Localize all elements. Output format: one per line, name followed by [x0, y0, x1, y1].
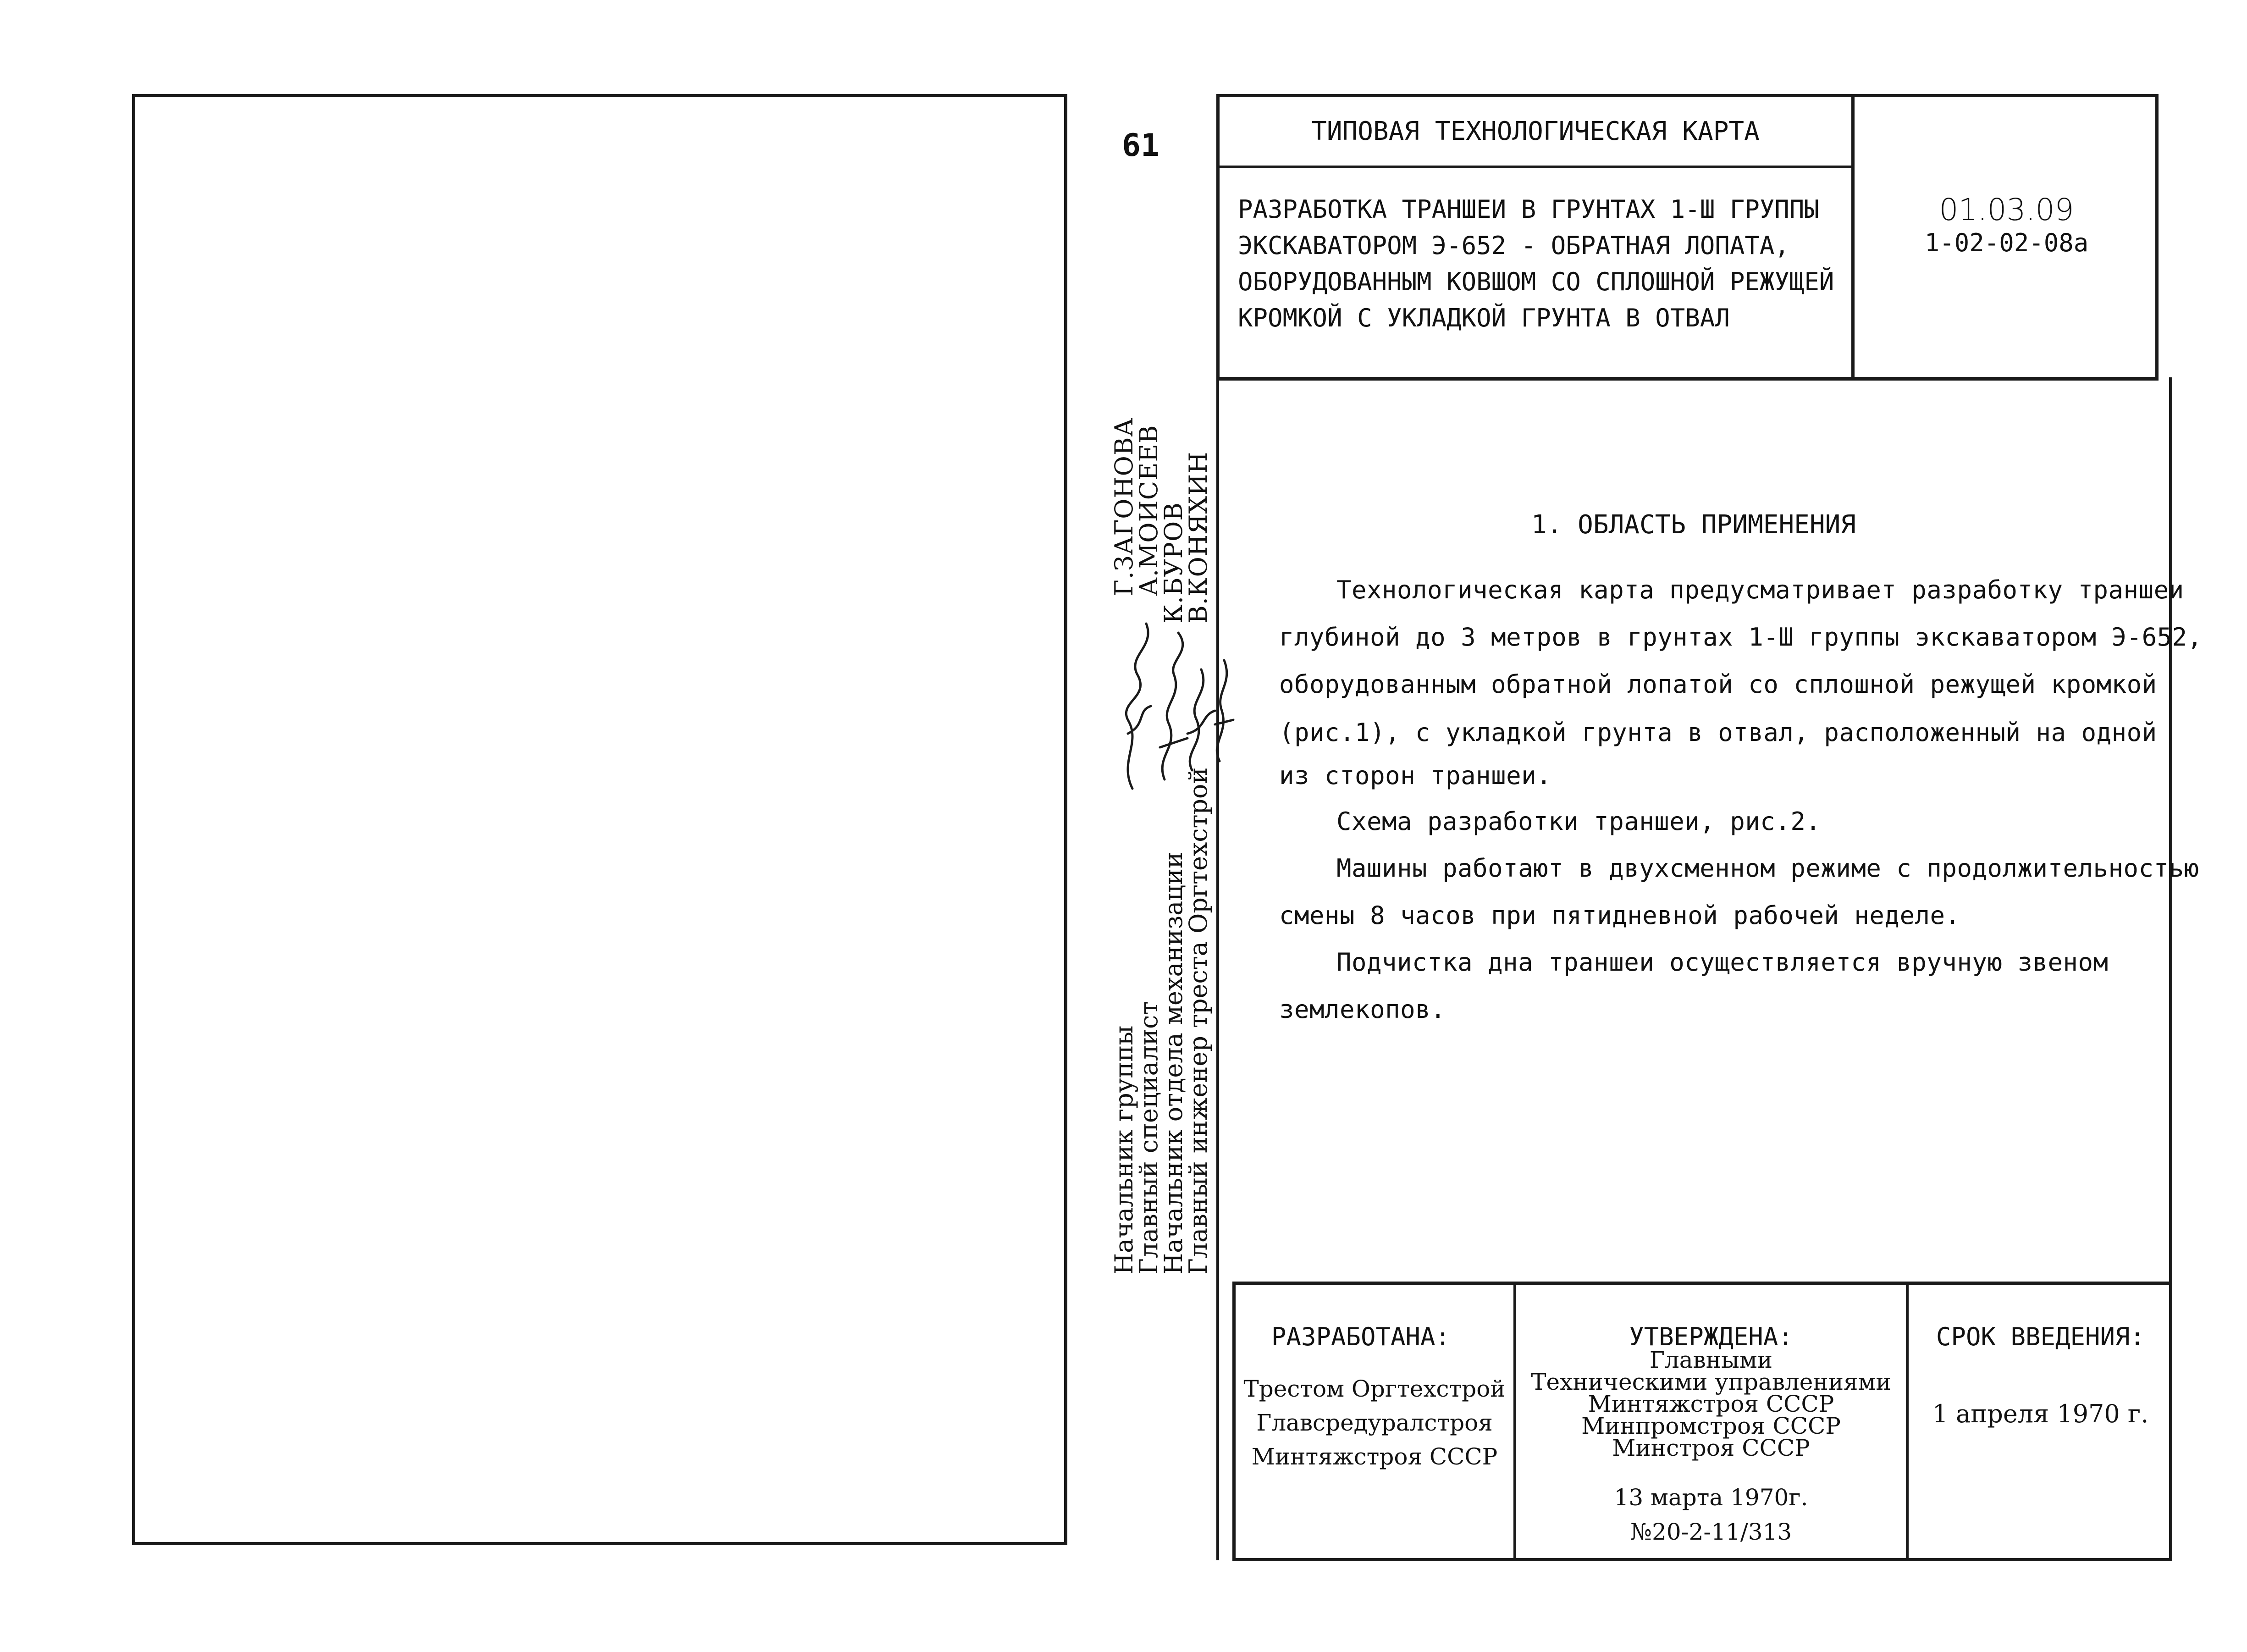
signature-name: А.МОИСЕЕВ [1134, 425, 1163, 596]
developed-by [1236, 1372, 1513, 1474]
signature-name: Г.ЗАГОНОВА [1110, 417, 1138, 596]
title-divider [1851, 97, 1855, 377]
section-heading: 1. ОБЛАСТЬ ПРИМЕНЕНИЯ [1531, 510, 1856, 540]
developed-by-line: Трестом Оргтехстрой [1243, 1376, 1506, 1402]
paragraph-line: Машины работают в двухсменном режиме с продолжительностью [1336, 854, 2199, 883]
approved-label: УТВЕРЖДЕНА: [1629, 1322, 1793, 1351]
signature-row [1161, 422, 1186, 1275]
document-title: РАЗРАБОТКА ТРАНШЕИ В ГРУНТАХ 1-Ш ГРУППЫ ЭКСКАВАТОРОМ Э-652 - ОБРАТНАЯ ЛОПАТА, ОБОРУДОВАННЫМ КОВШОМ СО СПЛОШНОЙ РЕЖУЩЕЙ КРОМКОЙ С УКЛАДКОЙ ГРУНТА В ОТВАЛ [1238, 195, 1834, 332]
paragraph-line: Подчистка дна траншеи осуществляется вручную звеном [1336, 948, 2109, 977]
effective-column [1909, 1285, 2172, 1558]
signature-scribble [1160, 633, 1187, 779]
effective-label: СРОК ВВЕДЕНИЯ: [1936, 1322, 2145, 1351]
developed-by-line: Минтяжстроя СССР [1251, 1443, 1498, 1470]
approved-by-line: Главными [1649, 1347, 1773, 1373]
approved-by-line: Техническими управлениями [1531, 1369, 1891, 1395]
signature-name: В.КОНЯХИН [1184, 451, 1213, 624]
document-code-block [1855, 193, 2159, 260]
effective-date: 1 апреля 1970 г. [1932, 1399, 2149, 1428]
signature-role: Начальник отдела механизации [1159, 852, 1188, 1275]
signature-role: Начальник группы [1110, 1025, 1138, 1275]
blank-page-frame [132, 94, 1067, 1545]
developed-column [1236, 1285, 1516, 1558]
paragraph-line: глубиной до 3 метров в грунтах 1-Ш группы экскаватором Э-652, [1279, 623, 2203, 652]
approved-by-line: Минпромстроя СССР [1581, 1413, 1841, 1439]
paragraph-line: Технологическая карта предусматривает разработку траншеи [1336, 575, 2184, 604]
paragraph-line: Схема разработки траншеи, рис.2. [1336, 807, 1821, 836]
handwritten-code: 01.03.09 [1939, 192, 2074, 227]
paragraph-line: смены 8 часов при пятидневной рабочей неделе. [1279, 901, 1960, 930]
title-header: ТИПОВАЯ ТЕХНОЛОГИЧЕСКАЯ КАРТА [1220, 97, 1851, 168]
title-block [1216, 94, 2159, 381]
signature-scribble [1187, 669, 1215, 770]
signature-block [1110, 417, 1231, 1275]
paragraph-line: (рис.1), с укладкой грунта в отвал, расположенный на одной [1279, 718, 2157, 747]
signature-role: Главный инженер треста Оргтехстрой [1184, 767, 1213, 1275]
signature-name: К.БУРОВ [1159, 502, 1188, 624]
approved-column [1516, 1285, 1909, 1558]
paragraph-line: из сторон траншеи. [1279, 761, 1552, 790]
paragraph-line: землекопов. [1279, 995, 1446, 1024]
developed-label: РАЗРАБОТАНА: [1271, 1322, 1451, 1351]
developed-by-line: Главсредуралстроя [1256, 1409, 1493, 1436]
signature-row [1134, 422, 1163, 1275]
approved-by [1516, 1349, 1906, 1459]
paragraph-line: оборудованным обратной лопатой со сплошной режущей кромкой [1279, 670, 2157, 699]
approved-registration: №20-2-11/313 [1630, 1519, 1792, 1545]
approved-date: 13 марта 1970г. [1614, 1484, 1808, 1511]
signature-scribble [1126, 624, 1151, 789]
approved-by-line: Минстроя СССР [1612, 1435, 1810, 1461]
document-code: 1-02-02-08а [1924, 228, 2089, 257]
signature-row [1110, 417, 1138, 1275]
approval-table [1232, 1282, 2172, 1561]
page-number: 61 [1122, 127, 1159, 164]
signature-row [1186, 422, 1211, 1275]
signature-role: Главный специалист [1134, 1001, 1163, 1275]
approved-by-line: Минтяжстроя СССР [1588, 1391, 1834, 1417]
